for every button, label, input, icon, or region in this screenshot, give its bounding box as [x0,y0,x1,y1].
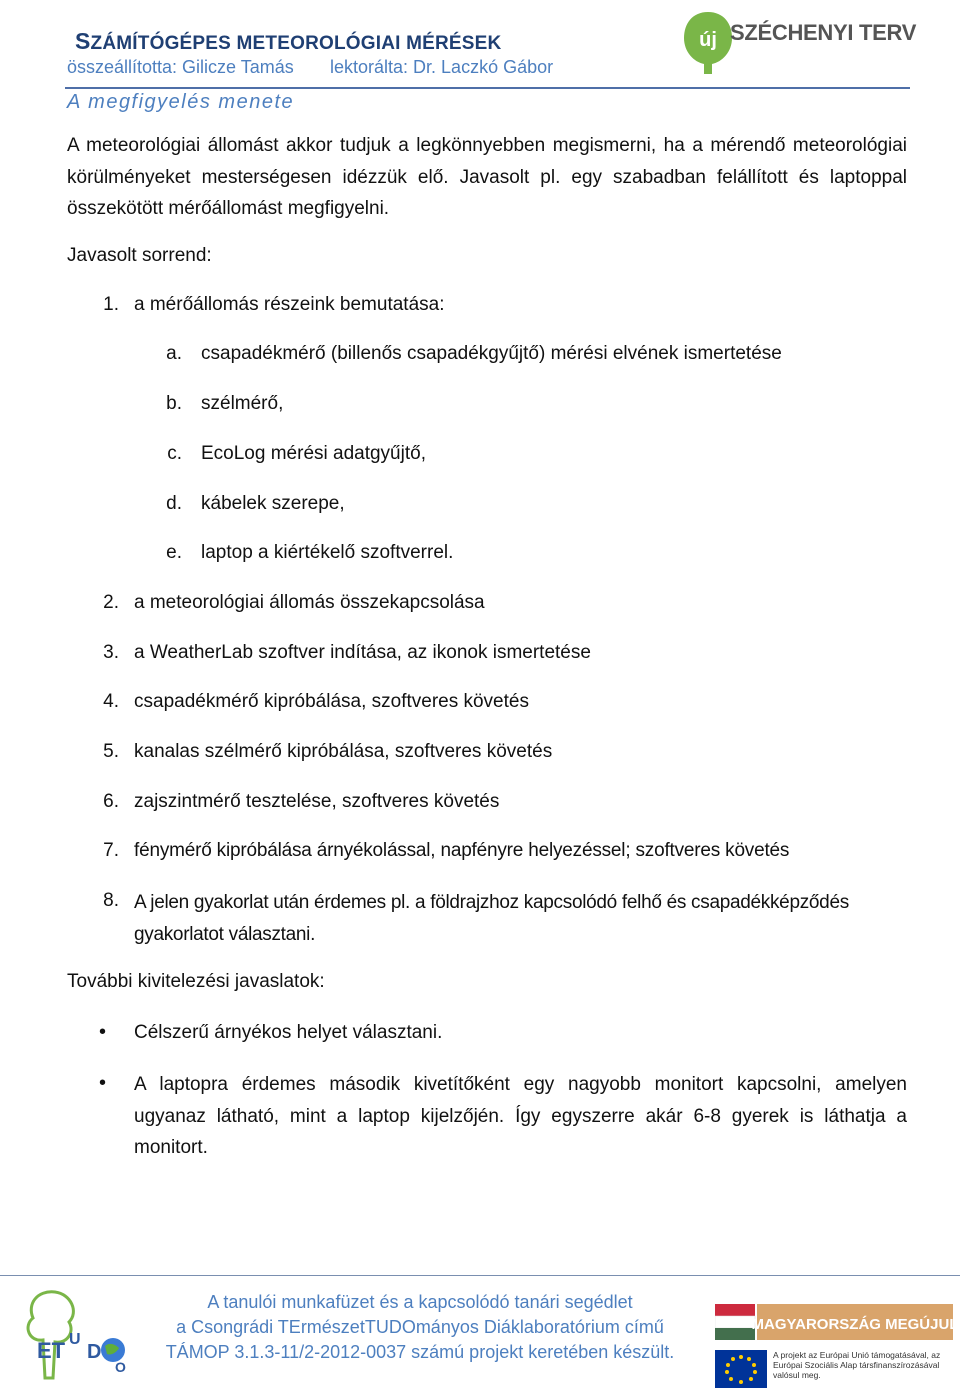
step-text: kanalas szélmérő kipróbálása, szoftveres követés [134,741,553,762]
substep-letter: a. [166,343,182,364]
etudo-letters: D [87,1341,102,1363]
step-text: zajszintmérő tesztelése, szoftveres követés [134,791,500,812]
title-rest: ZÁMÍTÓGÉPES METEOROLÓGIAI MÉRÉSEK [90,33,502,54]
lector-line: lektorálta: Dr. Laczkó Gábor [330,57,554,77]
footer-line-2: a Csongrádi TErmészetTUDOmányos Diáklaboratórium című [176,1317,664,1337]
bullet-text: A laptopra érdemes második kivetítőként egy nagyobb monitort kapcsolni, amelyen ugyanaz látható, mint a laptop kijelzőjén. Így egyszerre akár 6-8 gyerek is láthatja a monitort. [134,1074,907,1158]
step-number: 1. [103,294,119,315]
bullet-text: Célszerű árnyékos helyet választani. [134,1022,443,1043]
etudo-letters: ET [37,1338,66,1363]
further-suggestions-label: További kivitelezési javaslatok: [67,971,325,992]
step-text: a WeatherLab szoftver indítása, az ikonok ismertetése [134,642,591,663]
etudo-letters: O [115,1359,126,1375]
substep-text: csapadékmérő (billenős csapadékgyűjtő) mérési elvének ismertetése [201,343,782,364]
footer-line-1: A tanulói munkafüzet és a kapcsolódó tanári segédlet [207,1292,633,1312]
magyarorszag-megujul-logo [715,1302,955,1390]
suggested-order-label: Javasolt sorrend: [67,245,212,266]
mm-banner-text: MAGYARORSZÁG MEGÚJUL [751,1316,955,1333]
substep-text: EcoLog mérési adatgyűjtő, [201,443,426,464]
etudo-letters: U [69,1331,81,1348]
substep-letter: c. [167,443,182,464]
footer-divider [0,1275,960,1276]
section-title: A megfigyelés menete [67,91,295,113]
substep-letter: d. [166,493,182,514]
szechenyi-terv-logo [680,8,917,78]
header-divider [65,87,910,89]
logo-letters: új [699,29,717,51]
step-number: 4. [103,691,119,712]
eu-funding-note: A projekt az Európai Unió támogatásával, az Európai Szociális Alap társfinanszírozásával valósul meg. [773,1350,941,1380]
substep-text: laptop a kiértékelő szoftverrel. [201,542,454,563]
author-line: összeállította: Gilicze Tamás [67,57,294,77]
step-number: 5. [103,741,119,762]
logo-text: SZÉCHENYI TERV [730,20,917,45]
intro-paragraph: A meteorológiai állomást akkor tudjuk a legkönnyebben megismerni, ha a mérendő meteorológiai körülményeket mesterségesen idézzük elő. Javasolt pl. egy szabadban felállított és laptoppal összekötött mérőállomást megfigyelni. [67,135,907,219]
substep-text: kábelek szerepe, [201,493,345,514]
step-text: A jelen gyakorlat után érdemes pl. a földrajzhoz kapcsolódó felhő és csapadékképződés gyakorlatot választani. [134,892,849,945]
step-number: 2. [103,592,119,613]
bullet-icon: • [99,1021,107,1043]
footer-line-3: TÁMOP 3.1.3-11/2-2012-0037 számú projekt keretében készült. [165,1342,675,1362]
eu-funding-badge [715,1302,955,1390]
step-number: 7. [103,840,119,861]
step-text: csapadékmérő kipróbálása, szoftveres követés [134,691,529,712]
substep-letter: e. [166,542,182,563]
bullet-icon: • [99,1072,107,1094]
step-number: 8. [103,890,119,911]
szechenyi-leaf-icon [680,8,736,76]
substep-text: szélmérő, [201,393,284,414]
step-number: 3. [103,642,119,663]
title-initial: S [75,28,91,54]
substep-letter: b. [166,393,182,414]
step-number: 6. [103,791,119,812]
etudo-tree-icon [15,1282,135,1382]
document-title [75,28,501,55]
step-text: fénymérő kipróbálása árnyékolással, napfényre helyezéssel; szoftveres követés [134,840,790,861]
step-text: a mérőállomás részeink bemutatása: [134,294,445,315]
step-text: a meteorológiai állomás összekapcsolása [134,592,485,613]
etudo-logo [15,1282,135,1382]
